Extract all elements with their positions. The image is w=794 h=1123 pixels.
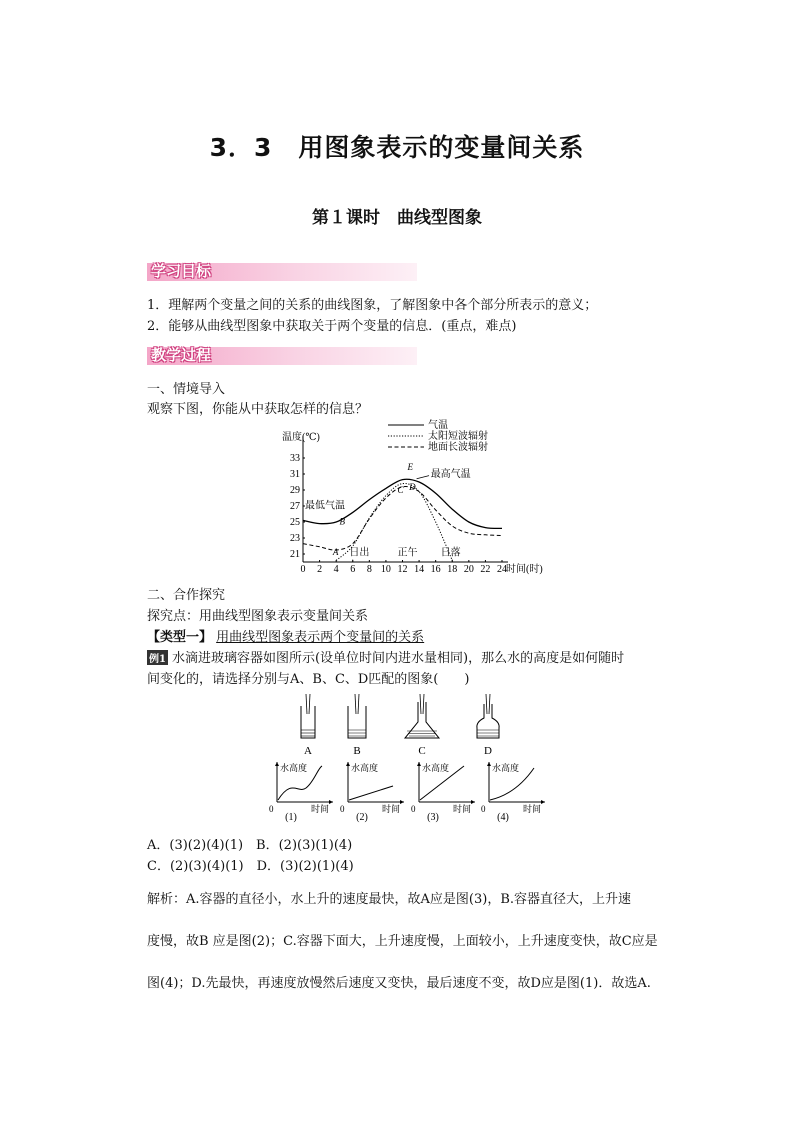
question-line-1	[147, 647, 624, 666]
analysis-line-2: 度慢，故B 应是图(2)；C.容器下面大，上升速度慢，上面较小，上升速度变快，故C应是	[147, 934, 658, 949]
mini-graph-2-label: (2)	[356, 812, 368, 823]
x-tick-label: 18	[447, 564, 458, 575]
min-temp-label: 最低气温	[305, 500, 345, 512]
container-c-drip-1	[420, 694, 421, 714]
y-axis-label: 温度(℃)	[282, 432, 320, 443]
x-tick-label: 4	[333, 564, 339, 575]
point-d-label: D	[409, 482, 416, 492]
x-tick-label: 0	[300, 564, 306, 575]
point-c-label: C	[397, 485, 404, 496]
x-tick-label: 6	[350, 564, 356, 575]
legend-label-2: 太阳短波辐射	[428, 431, 488, 442]
mini-graphs-figure	[265, 760, 555, 824]
process-heading: 教学过程	[151, 346, 212, 364]
container-a-drip-1	[306, 694, 307, 714]
question-line-2: 间变化的，请选择分别与A、B、C、D匹配的图象( )	[147, 672, 470, 687]
mini-graph-1-x-arrow	[329, 800, 333, 804]
mini-graph-2-x-arrow	[400, 800, 404, 804]
goal-2: 2．能够从曲线型图象中获取关于两个变量的信息．(重点，难点)	[147, 319, 517, 334]
container-b-drip-2	[358, 694, 359, 714]
mini-graph-3-origin: 0	[411, 804, 416, 814]
mini-graph-3-y-arrow	[417, 762, 421, 766]
max-temp-arrow	[417, 476, 429, 479]
y-tick-label: 33	[290, 453, 300, 464]
container-label-c: C	[418, 745, 426, 757]
sunrise-label: 日出	[349, 547, 370, 559]
mini-graph-3-xlabel: 时间	[453, 804, 472, 814]
x-tick-label: 14	[414, 564, 425, 575]
x-axis-label: 时间(时)	[506, 564, 543, 575]
container-label-d: D	[484, 745, 492, 757]
mini-graph-4-xlabel: 时间	[523, 804, 542, 814]
mini-graph-2-curve	[349, 786, 393, 800]
legend-label-3: 地面长波辐射	[428, 442, 488, 453]
part1-heading: 一、情境导入	[147, 382, 226, 397]
goal-1: 1．理解两个变量之间的关系的曲线图象，了解图象中各个部分所表示的意义；	[147, 298, 598, 313]
sunset-label: 日落	[440, 547, 461, 559]
goals-banner	[147, 263, 417, 281]
type-label: 【类型一】	[147, 630, 213, 645]
x-tick-label: 10	[380, 564, 391, 575]
x-tick-label: 2	[317, 564, 323, 575]
question-text-1: 水滴进玻璃容器如图所示(设单位时间内进水量相同)，那么水的高度是如何随时	[171, 651, 625, 666]
chart-annotations	[305, 462, 471, 562]
mini-graph-1-ylabel: 水高度	[280, 763, 308, 773]
mini-graph-4-x-arrow	[541, 800, 545, 804]
container-c	[405, 702, 439, 738]
containers-figure	[280, 692, 520, 758]
y-tick-label: 25	[290, 517, 300, 528]
container-b-drip-1	[355, 694, 356, 714]
example-badge: 例1	[147, 650, 168, 665]
part1-prompt: 观察下图，你能从中获取怎样的信息？	[147, 402, 369, 417]
analysis-line-3: 图(4)；D.先最快，再速度放慢然后速度又变快，最后速度不变，故D应是图(1)．故选A.	[147, 976, 651, 991]
container-d-drip-2	[489, 694, 490, 714]
mini-graph-2-xlabel: 时间	[382, 804, 401, 814]
type-title: 用曲线型图象表示两个变量间的关系	[216, 630, 425, 645]
container-d-drip-1	[486, 694, 487, 714]
mini-graph-2-ylabel: 水高度	[351, 763, 379, 773]
noon-label: 正午	[397, 547, 418, 559]
mini-graph-1-label: (1)	[285, 812, 297, 823]
y-tick-label: 31	[290, 469, 300, 480]
mini-graph-4-origin: 0	[481, 804, 486, 814]
lesson-subtitle: 第１课时 曲线型图象	[312, 208, 482, 228]
mini-graph-4-label: (4)	[497, 812, 509, 823]
container-c-drip-2	[423, 694, 424, 714]
x-tick-label: 8	[366, 564, 372, 575]
mini-graph-2-y-arrow	[346, 762, 350, 766]
point-b-label: B	[339, 516, 345, 527]
x-tick-label: 22	[480, 564, 491, 575]
point-e-label: E	[407, 462, 413, 472]
y-tick-label: 23	[290, 533, 300, 544]
mini-graph-3-ylabel: 水高度	[422, 763, 450, 773]
mini-graph-1-origin: 0	[269, 804, 274, 814]
page-title: 3．3 用图象表示的变量间关系	[209, 133, 585, 162]
x-tick-label: 24	[497, 564, 507, 575]
analysis-line-1: 解析：A.容器的直径小，水上升的速度最快，故A应是图(3)，B.容器直径大，上升速	[147, 892, 632, 907]
part2-heading: 二、合作探究	[147, 588, 226, 603]
legend-label-1: 气温	[428, 420, 448, 431]
goals-heading: 学习目标	[151, 262, 212, 280]
mini-graph-2-origin: 0	[340, 804, 345, 814]
options-line-1: A．(3)(2)(4)(1) B．(2)(3)(1)(4)	[147, 838, 353, 853]
x-tick-label: 16	[430, 564, 441, 575]
max-temp-label: 最高气温	[430, 469, 471, 481]
type-heading	[147, 626, 424, 645]
temperature-chart	[270, 418, 550, 580]
chart-legend	[388, 419, 488, 453]
point-a-label: A	[332, 546, 339, 557]
container-a-drip-2	[309, 694, 310, 714]
mini-graph-3-x-arrow	[471, 800, 475, 804]
y-tick-label: 27	[290, 501, 300, 512]
mini-graph-3-label: (3)	[427, 812, 439, 823]
process-banner	[147, 347, 417, 365]
options-line-2: C．(2)(3)(4)(1) D．(3)(2)(1)(4)	[147, 859, 354, 874]
x-tick-label: 12	[397, 564, 408, 575]
x-tick-label: 20	[463, 564, 474, 575]
container-label-a: A	[304, 745, 312, 757]
mini-graph-1-y-arrow	[275, 762, 279, 766]
y-tick-label: 29	[290, 485, 300, 496]
mini-graph-4-y-arrow	[487, 762, 491, 766]
container-label-b: B	[353, 745, 361, 757]
mini-graph-1-xlabel: 时间	[311, 804, 330, 814]
mini-graphs	[269, 762, 545, 823]
containers	[301, 694, 499, 757]
series-line-3	[303, 487, 502, 551]
mini-graph-4-ylabel: 水高度	[492, 763, 520, 773]
y-tick-label: 21	[290, 549, 300, 560]
explore-point: 探究点：用曲线型图象表示变量间关系	[147, 609, 369, 624]
